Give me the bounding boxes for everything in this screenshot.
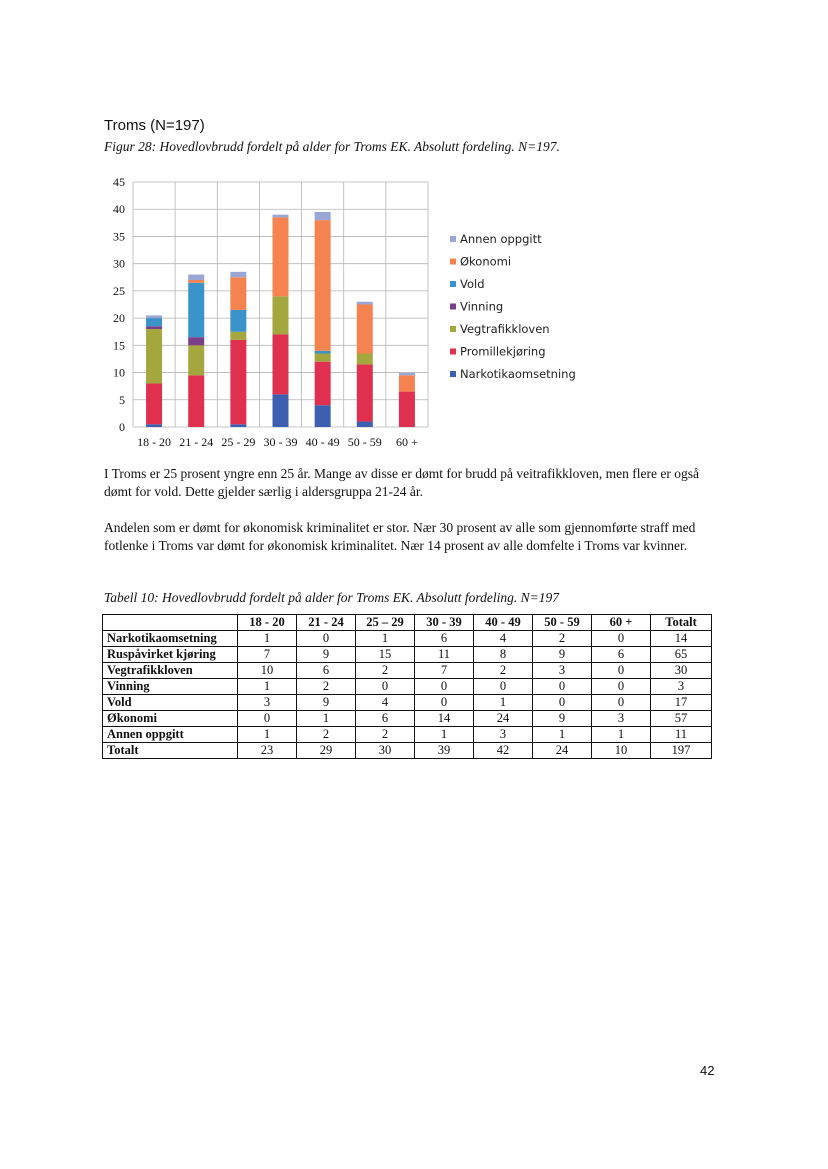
- table-cell: 11: [415, 647, 474, 663]
- x-tick-label: 50 - 59: [347, 435, 382, 449]
- bar-segment: [146, 383, 162, 424]
- table-cell: 7: [415, 663, 474, 679]
- table-header-row: [103, 615, 712, 631]
- table-cell: 6: [297, 663, 356, 679]
- table-cell: 3: [651, 679, 712, 695]
- table-cell: 3: [238, 695, 297, 711]
- bar-segment: [315, 212, 331, 220]
- y-tick-label: 10: [113, 365, 125, 380]
- row-header: Vinning: [103, 679, 238, 695]
- bar-segment: [273, 334, 289, 394]
- table-cell: 9: [297, 695, 356, 711]
- y-tick-label: 45: [113, 175, 125, 189]
- column-header: 21 - 24: [297, 615, 356, 631]
- x-tick-label: 60 +: [396, 435, 418, 449]
- chart-legend: [450, 232, 576, 381]
- table-row: [103, 711, 712, 727]
- x-tick-label: 40 - 49: [305, 435, 340, 449]
- y-tick-label: 30: [113, 256, 125, 271]
- bar-segment: [230, 310, 246, 332]
- column-header: Totalt: [651, 615, 712, 631]
- bar-segment: [146, 329, 162, 383]
- table-cell: 14: [651, 631, 712, 647]
- body-paragraph-1: I Troms er 25 prosent yngre enn 25 år. Mange av disse er dømt for brudd på veitrafikkloven, men flere er også dømt for vold. Dette gjelder særlig i aldersgruppa 21-24 år.: [104, 466, 699, 499]
- y-tick-label: 40: [113, 202, 125, 217]
- column-header: 18 - 20: [238, 615, 297, 631]
- row-header: Annen oppgitt: [103, 727, 238, 743]
- y-tick-label: 15: [113, 338, 125, 353]
- y-tick-label: 20: [113, 311, 125, 326]
- table-cell: 1: [592, 727, 651, 743]
- bar-segment: [230, 424, 246, 427]
- legend-swatch: [450, 371, 456, 377]
- table-cell: 0: [238, 711, 297, 727]
- column-header: 50 - 59: [533, 615, 592, 631]
- table-cell: 0: [356, 679, 415, 695]
- row-header: Ruspåvirket kjøring: [103, 647, 238, 663]
- table-row: [103, 743, 712, 759]
- legend-label: Vegtrafikkloven: [460, 322, 550, 336]
- legend-label: Annen oppgitt: [460, 232, 542, 246]
- table-cell: 9: [533, 711, 592, 727]
- row-header: Økonomi: [103, 711, 238, 727]
- page-number: 42: [700, 1063, 715, 1078]
- bar-segment: [230, 272, 246, 277]
- table-cell: 1: [415, 727, 474, 743]
- bar-segment: [273, 394, 289, 427]
- table-cell: 1: [356, 631, 415, 647]
- bar-segment: [315, 362, 331, 406]
- table-row: [103, 647, 712, 663]
- table-cell: 24: [474, 711, 533, 727]
- table-cell: 10: [592, 743, 651, 759]
- bar-segment: [357, 302, 373, 305]
- table-cell: 0: [415, 679, 474, 695]
- table-cell: 23: [238, 743, 297, 759]
- table-body: [103, 631, 712, 759]
- row-header: Vegtrafikkloven: [103, 663, 238, 679]
- table-corner-cell: [103, 615, 238, 631]
- table-cell: 4: [474, 631, 533, 647]
- legend-label: Promillekjøring: [460, 344, 546, 359]
- legend-label: Vinning: [460, 299, 504, 314]
- bar-segment: [230, 277, 246, 310]
- bar-segment: [146, 318, 162, 326]
- table-cell: 0: [533, 679, 592, 695]
- legend-label: Narkotikaomsetning: [460, 367, 576, 381]
- table-cell: 2: [533, 631, 592, 647]
- bar-segment: [399, 375, 415, 391]
- legend-swatch: [450, 236, 456, 242]
- column-header: 40 - 49: [474, 615, 533, 631]
- bar-segment: [315, 351, 331, 354]
- table-cell: 0: [297, 631, 356, 647]
- table-cell: 4: [356, 695, 415, 711]
- bar-segment: [146, 315, 162, 318]
- table-cell: 6: [415, 631, 474, 647]
- table-cell: 6: [356, 711, 415, 727]
- table-cell: 1: [238, 679, 297, 695]
- table-row: [103, 631, 712, 647]
- row-header: Narkotikaomsetning: [103, 631, 238, 647]
- bar-segment: [357, 364, 373, 421]
- table-cell: 1: [474, 695, 533, 711]
- table-cell: 39: [415, 743, 474, 759]
- y-tick-label: 25: [113, 283, 125, 298]
- table-cell: 2: [356, 727, 415, 743]
- y-axis-ticks: [113, 175, 125, 434]
- table-cell: 3: [592, 711, 651, 727]
- bar-segment: [146, 424, 162, 427]
- table-cell: 30: [356, 743, 415, 759]
- bar-segment: [357, 422, 373, 427]
- table-cell: 2: [356, 663, 415, 679]
- bar-segment: [230, 340, 246, 424]
- column-header: 60 +: [592, 615, 651, 631]
- bar-segment: [315, 405, 331, 427]
- x-tick-label: 21 - 24: [179, 435, 214, 449]
- table-cell: 1: [533, 727, 592, 743]
- table-cell: 9: [533, 647, 592, 663]
- table-cell: 0: [592, 695, 651, 711]
- table-row: [103, 679, 712, 695]
- table-cell: 8: [474, 647, 533, 663]
- row-header: Totalt: [103, 743, 238, 759]
- bar-segment: [188, 275, 204, 280]
- row-header: Vold: [103, 695, 238, 711]
- bar-segment: [230, 332, 246, 340]
- table-cell: 0: [533, 695, 592, 711]
- table-cell: 2: [297, 727, 356, 743]
- y-tick-label: 35: [113, 229, 125, 244]
- column-header: 30 - 39: [415, 615, 474, 631]
- x-tick-label: 18 - 20: [137, 435, 172, 449]
- table-cell: 10: [238, 663, 297, 679]
- legend-swatch: [450, 259, 456, 265]
- section-heading: Troms (N=197): [104, 117, 205, 134]
- table-cell: 14: [415, 711, 474, 727]
- figure-caption: Figur 28: Hovedlovbrudd fordelt på alder for Troms EK. Absolutt fordeling. N=197.: [104, 139, 560, 154]
- table-cell: 3: [533, 663, 592, 679]
- table-cell: 197: [651, 743, 712, 759]
- legend-label: Vold: [460, 277, 485, 291]
- legend-swatch: [450, 304, 456, 310]
- table-cell: 24: [533, 743, 592, 759]
- table-cell: 2: [297, 679, 356, 695]
- table-cell: 30: [651, 663, 712, 679]
- table-cell: 1: [238, 631, 297, 647]
- y-tick-label: 0: [119, 420, 125, 434]
- table-cell: 3: [474, 727, 533, 743]
- table-cell: 9: [297, 647, 356, 663]
- table-cell: 6: [592, 647, 651, 663]
- table-cell: 0: [415, 695, 474, 711]
- table-cell: 17: [651, 695, 712, 711]
- y-tick-label: 5: [119, 392, 125, 407]
- bar-segment: [273, 217, 289, 296]
- table-cell: 0: [592, 679, 651, 695]
- bar-segment: [399, 392, 415, 427]
- bar-segment: [273, 296, 289, 334]
- bar-segment: [146, 326, 162, 329]
- table-cell: 2: [474, 663, 533, 679]
- table-cell: 1: [297, 711, 356, 727]
- bar-segment: [188, 345, 204, 375]
- table-cell: 42: [474, 743, 533, 759]
- legend-swatch: [450, 349, 456, 355]
- bar-segment: [188, 283, 204, 337]
- stacked-bar-chart: [100, 172, 600, 457]
- table-cell: 29: [297, 743, 356, 759]
- x-tick-label: 30 - 39: [263, 435, 298, 449]
- table-row: [103, 695, 712, 711]
- bar-segment: [315, 220, 331, 351]
- legend-swatch: [450, 326, 456, 332]
- table-cell: 15: [356, 647, 415, 663]
- bar-segment: [315, 354, 331, 362]
- legend-swatch: [450, 281, 456, 287]
- bar-segment: [273, 215, 289, 218]
- x-axis-ticks: [137, 435, 418, 449]
- table-cell: 0: [592, 631, 651, 647]
- legend-label: Økonomi: [460, 254, 512, 269]
- bar-segment: [188, 280, 204, 283]
- chart-bars: [146, 212, 415, 427]
- bar-segment: [399, 373, 415, 376]
- body-paragraph-2: Andelen som er dømt for økonomisk kriminalitet er stor. Nær 30 prosent av alle som gjennomførte straff med fotlenke i Troms var dømt for økonomisk kriminalitet. Nær 14 prosent av alle domfelte i Troms var kvinner.: [104, 520, 696, 553]
- table-cell: 65: [651, 647, 712, 663]
- bar-segment: [357, 354, 373, 365]
- table-cell: 11: [651, 727, 712, 743]
- table-cell: 0: [592, 663, 651, 679]
- table-cell: 57: [651, 711, 712, 727]
- table-row: [103, 727, 712, 743]
- table-caption: Tabell 10: Hovedlovbrudd fordelt på alder for Troms EK. Absolutt fordeling. N=197: [104, 590, 559, 605]
- column-header: 25 – 29: [356, 615, 415, 631]
- bar-segment: [188, 375, 204, 427]
- table-cell: 7: [238, 647, 297, 663]
- data-table: [102, 614, 712, 759]
- bar-segment: [188, 337, 204, 345]
- table-cell: 0: [474, 679, 533, 695]
- table-cell: 1: [238, 727, 297, 743]
- x-tick-label: 25 - 29: [221, 435, 256, 449]
- table-row: [103, 663, 712, 679]
- bar-segment: [357, 305, 373, 354]
